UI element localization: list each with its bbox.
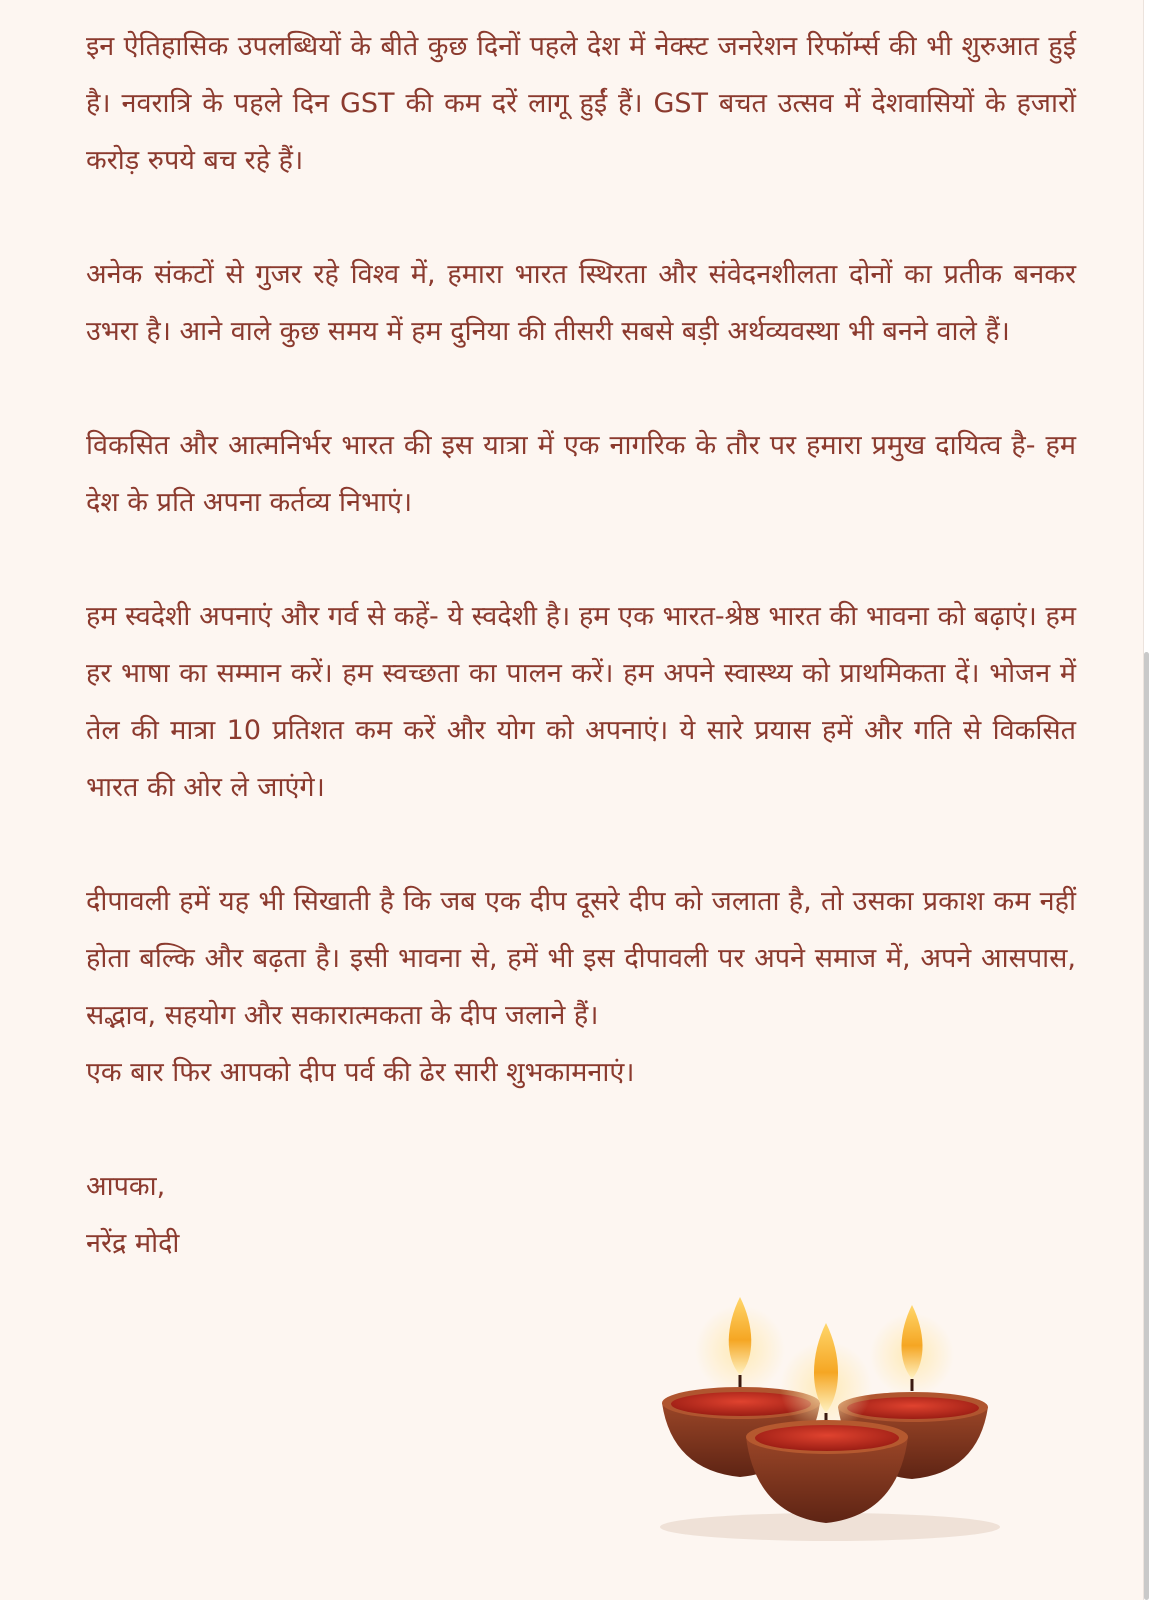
- letter-paragraph-5: दीपावली हमें यह भी सिखाती है कि जब एक दीप दूसरे दीप को जलाता है, तो उसका प्रकाश कम नहीं होता बल्कि और बढ़ता है। इसी भावना से, हमें भी इस दीपावली पर अपने समाज में, अपने आसपास, सद्भाव, सहयोग और सकारात्मकता के दीप जलाने हैं।: [86, 886, 1076, 1031]
- letter-paragraph-1: इन ऐतिहासिक उपलब्धियों के बीते कुछ दिनों पहले देश में नेक्स्ट जनरेशन रिफॉर्म्स की भी शुरुआत हुई है। नवरात्रि के पहले दिन GST की कम दरें लागू हुईं हैं। GST बचत उत्सव में देशवासियों के हजारों करोड़ रुपये बच रहे हैं।: [86, 31, 1076, 176]
- letter-signature: नरेंद्र मोदी: [86, 1228, 180, 1259]
- letter-paragraph-3: विकसित और आत्मनिर्भर भारत की इस यात्रा में एक नागरिक के तौर पर हमारा प्रमुख दायित्व है- हम देश के प्रति अपना कर्तव्य निभाएं।: [86, 430, 1076, 518]
- scrollbar-thumb[interactable]: [1144, 652, 1149, 1600]
- letter-greeting-line: एक बार फिर आपको दीप पर्व की ढेर सारी शुभकामनाएं।: [86, 1057, 635, 1088]
- letter-closing: आपका,: [86, 1171, 166, 1202]
- letter-paragraph-2: अनेक संकटों से गुजर रहे विश्व में, हमारा भारत स्थिरता और संवेदनशीलता दोनों का प्रतीक बनकर उभरा है। आने वाले कुछ समय में हम दुनिया की तीसरी सबसे बड़ी अर्थव्यवस्था भी बनने वाले हैं।: [86, 259, 1076, 347]
- diya-lamps-icon: [650, 1295, 1015, 1550]
- letter-body: [86, 18, 1076, 1272]
- letter-paragraph-4: हम स्वदेशी अपनाएं और गर्व से कहें- ये स्वदेशी है। हम एक भारत-श्रेष्ठ भारत की भावना को बढ़ाएं। हम हर भाषा का सम्मान करें। हम स्वच्छता का पालन करें। हम अपने स्वास्थ्य को प्राथमिकता दें। भोजन में तेल की मात्रा 10 प्रतिशत कम करें और योग को अपनाएं। ये सारे प्रयास हमें और गति से विकसित भारत की ओर ले जाएंगे।: [86, 601, 1076, 803]
